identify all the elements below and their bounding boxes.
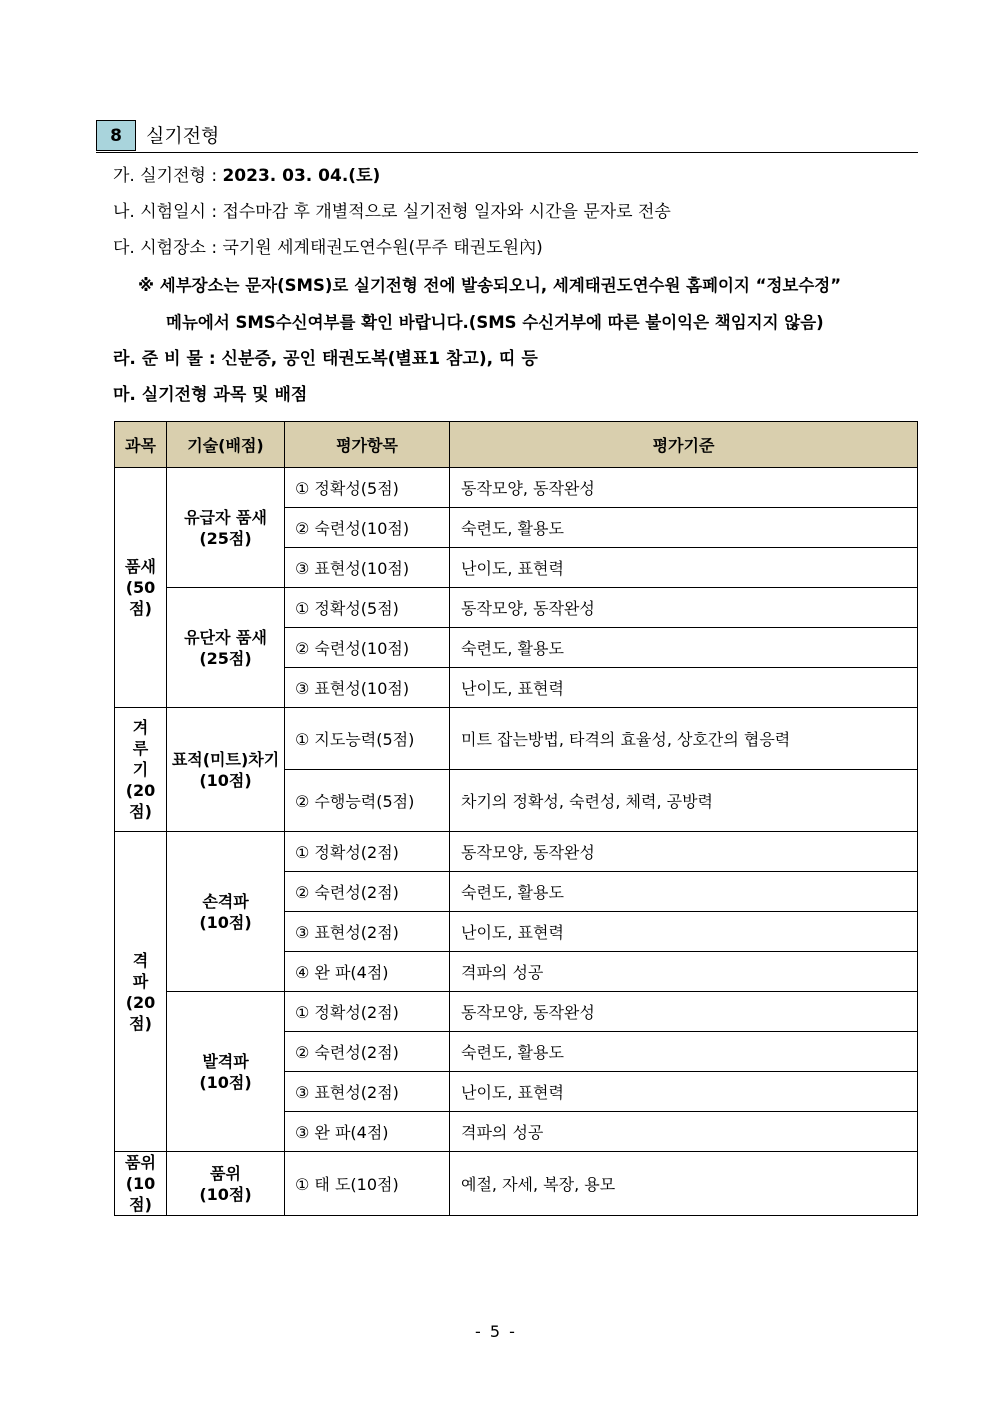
- exam-date-label: 가. 실기전형 :: [113, 166, 223, 186]
- eval-criteria: 숙련도, 활용도: [450, 1032, 918, 1072]
- eval-item: ③ 표현성(10점): [285, 668, 450, 708]
- eval-criteria: 숙련도, 활용도: [450, 872, 918, 912]
- table-row: [115, 1152, 918, 1216]
- eval-criteria: 동작모양, 동작완성: [450, 832, 918, 872]
- table-row: [115, 588, 918, 628]
- exam-date-value: 2023. 03. 04.(토): [222, 166, 381, 186]
- eval-criteria: 격파의 성공: [450, 952, 918, 992]
- table-row: [115, 708, 918, 770]
- eval-criteria: 난이도, 표현력: [450, 1072, 918, 1112]
- subject-sparring: 겨 루 기 (20점): [115, 708, 167, 832]
- eval-criteria: 숙련도, 활용도: [450, 508, 918, 548]
- exam-date-line: [113, 164, 380, 188]
- eval-item: ② 수행능력(5점): [285, 770, 450, 832]
- subjects-title: 마. 실기전형 과목 및 배점: [113, 385, 308, 405]
- header-technique: 기술(배점): [167, 422, 285, 468]
- table-row: [115, 468, 918, 508]
- eval-item: ① 정확성(2점): [285, 832, 450, 872]
- subject-dignity: 품위 (10점): [115, 1152, 167, 1216]
- preparation-line: 라. 준 비 물 : 신분증, 공인 태권도복(별표1 참고), 띠 등: [113, 349, 538, 369]
- eval-item: ③ 완 파(4점): [285, 1112, 450, 1152]
- eval-item: ① 태 도(10점): [285, 1152, 450, 1216]
- eval-criteria: 차기의 정확성, 숙련성, 체력, 공방력: [450, 770, 918, 832]
- eval-item: ② 숙련성(2점): [285, 872, 450, 912]
- technique-hand-breaking: 손격파 (10점): [167, 832, 285, 992]
- subject-poomsae: 품새 (50점): [115, 468, 167, 708]
- header-criteria: 평가기준: [450, 422, 918, 468]
- eval-item: ② 숙련성(10점): [285, 508, 450, 548]
- note-line-1: ※ 세부장소는 문자(SMS)로 실기전형 전에 발송되오니, 세계태권도연수원 홈페이지 “정보수정”: [138, 276, 842, 295]
- section-header: [96, 120, 918, 153]
- table-row: [115, 992, 918, 1032]
- technique-dan-poomsae: 유단자 품새 (25점): [167, 588, 285, 708]
- note-line-2: 메뉴에서 SMS수신여부를 확인 바랍니다.(SMS 수신거부에 따른 불이익은 책임지지 않음): [166, 313, 824, 332]
- technique-foot-breaking: 발격파 (10점): [167, 992, 285, 1152]
- eval-criteria: 미트 잡는방법, 타격의 효율성, 상호간의 협응력: [450, 708, 918, 770]
- eval-criteria: 동작모양, 동작완성: [450, 992, 918, 1032]
- eval-item: ③ 표현성(2점): [285, 1072, 450, 1112]
- eval-item: ② 숙련성(2점): [285, 1032, 450, 1072]
- eval-item: ① 정확성(5점): [285, 588, 450, 628]
- eval-criteria: 예절, 자세, 복장, 용모: [450, 1152, 918, 1216]
- header-subject: 과목: [115, 422, 167, 468]
- eval-item: ④ 완 파(4점): [285, 952, 450, 992]
- page-number: - 5 -: [475, 1322, 517, 1341]
- eval-criteria: 숙련도, 활용도: [450, 628, 918, 668]
- header-item: 평가항목: [285, 422, 450, 468]
- eval-item: ③ 표현성(10점): [285, 548, 450, 588]
- table-header-row: [115, 422, 918, 468]
- eval-item: ① 정확성(5점): [285, 468, 450, 508]
- eval-item: ③ 표현성(2점): [285, 912, 450, 952]
- table-row: [115, 832, 918, 872]
- section-number: 8: [96, 120, 136, 151]
- section-title: 실기전형: [146, 125, 220, 147]
- eval-item: ② 숙련성(10점): [285, 628, 450, 668]
- eval-criteria: 난이도, 표현력: [450, 668, 918, 708]
- eval-criteria: 난이도, 표현력: [450, 912, 918, 952]
- eval-criteria: 동작모양, 동작완성: [450, 468, 918, 508]
- eval-item: ① 정확성(2점): [285, 992, 450, 1032]
- eval-criteria: 동작모양, 동작완성: [450, 588, 918, 628]
- technique-kyup-poomsae: 유급자 품새 (25점): [167, 468, 285, 588]
- technique-target-kick: 표적(미트)차기 (10점): [167, 708, 285, 832]
- subject-breaking: 격 파 (20점): [115, 832, 167, 1152]
- eval-criteria: 난이도, 표현력: [450, 548, 918, 588]
- exam-place-line: 다. 시험장소 : 국기원 세계태권도연수원(무주 태권도원內): [113, 238, 543, 258]
- scoring-table: [114, 421, 918, 1216]
- eval-item: ① 지도능력(5점): [285, 708, 450, 770]
- eval-criteria: 격파의 성공: [450, 1112, 918, 1152]
- technique-dignity: 품위 (10점): [167, 1152, 285, 1216]
- exam-time-line: 나. 시험일시 : 접수마감 후 개별적으로 실기전형 일자와 시간을 문자로 전송: [113, 202, 671, 222]
